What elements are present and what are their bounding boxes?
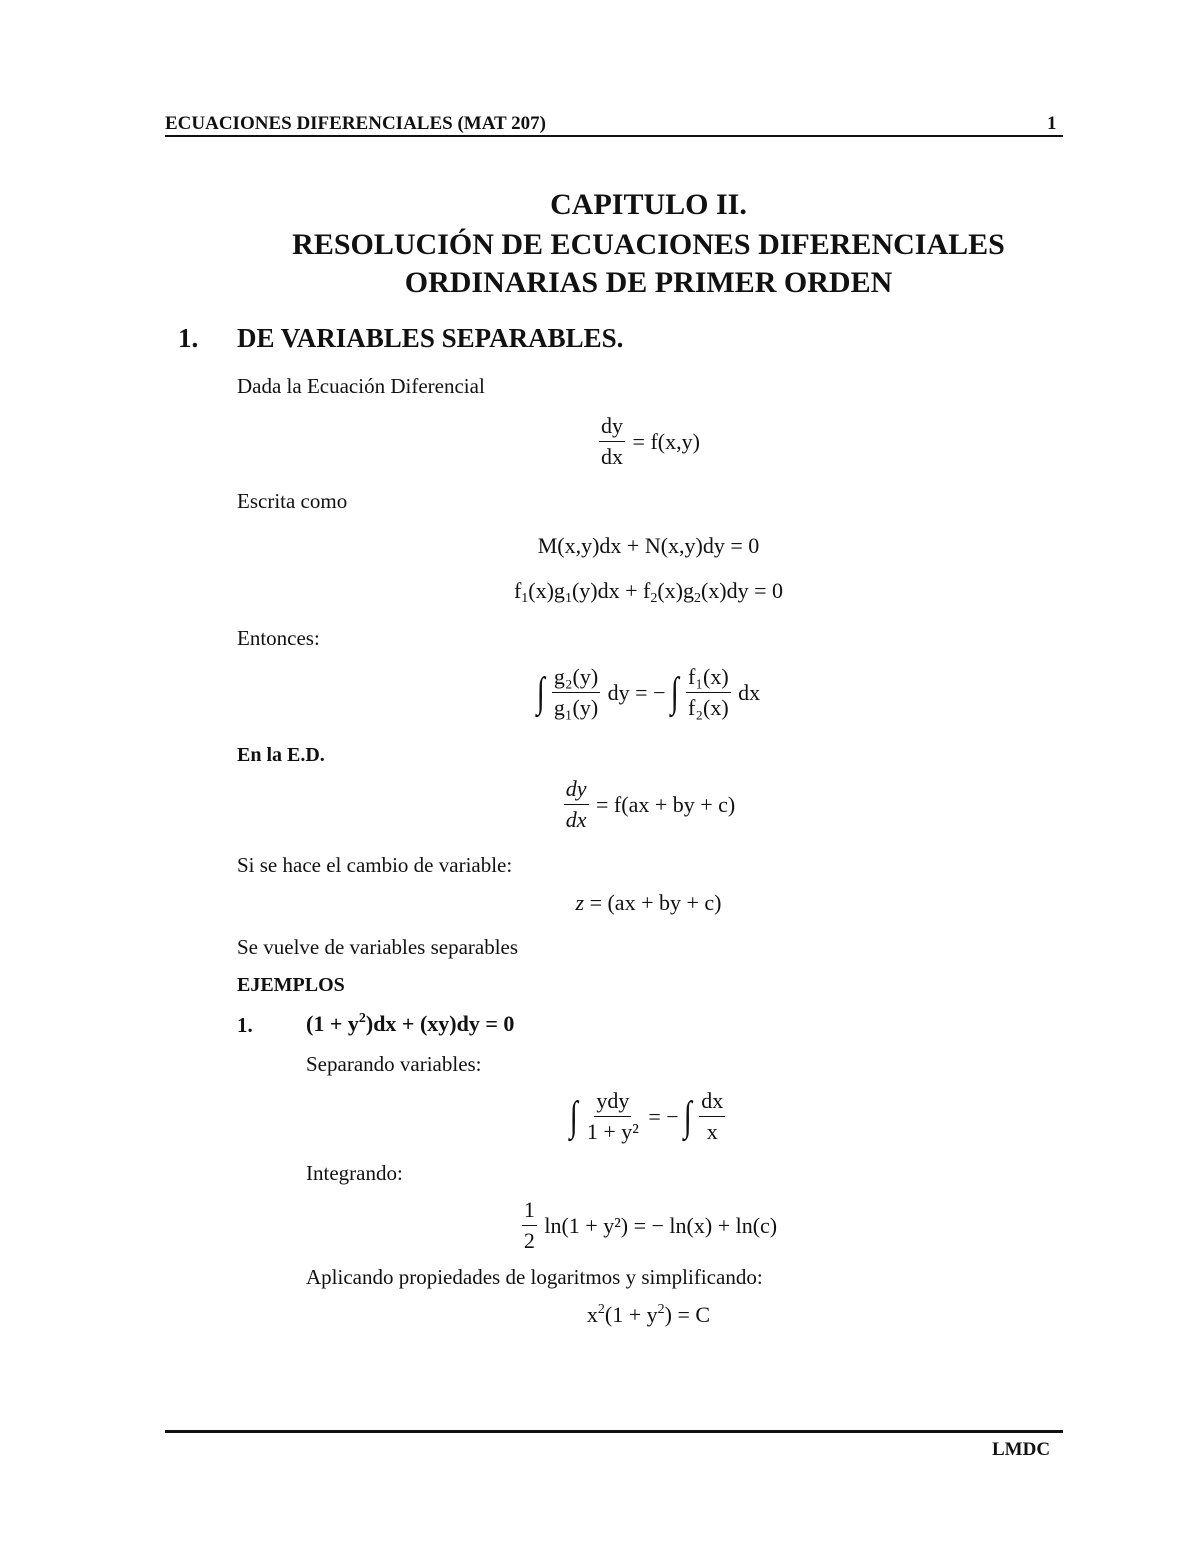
fraction-dy-dx-italic: $\frac{dy}{dx}$ bbox=[565, 776, 587, 832]
equation-separated-integrals: ∫ $\frac{\text{g₂(y)}}{\text{g₁(y)}}$ dy = − ∫ $\frac{\text{f₁(x)}}{\text{f₂(x)}}$ dx bbox=[536, 664, 761, 720]
entonces-text: Entonces: bbox=[237, 626, 320, 650]
chapter-subtitle-line1: RESOLUCIÓN DE ECUACIONES DIFERENCIALES bbox=[292, 228, 1005, 261]
equation-dy-dx: $\frac{dy}{dx}$ = f(x,y) bbox=[601, 413, 700, 469]
running-header-title: ECUACIONES DIFERENCIALES (MAT 207) bbox=[165, 113, 546, 134]
separando-text: Separando variables: bbox=[306, 1052, 482, 1076]
equation-linear-argument: $\frac{dy}{dx}$ = f(ax + by + c) bbox=[565, 776, 736, 832]
example-integrated-equation: $\frac{1}{2}$ ln(1 + y²) = − ln(x) + ln(c) bbox=[523, 1197, 778, 1253]
footer-rule bbox=[165, 1430, 1063, 1433]
fraction-f1-f2: $\frac{\text{f₁(x)}}{\text{f₂(x)}}$ bbox=[688, 664, 729, 720]
header-rule bbox=[165, 135, 1063, 137]
footer-initials: LMDC bbox=[992, 1439, 1051, 1460]
example-separated-integrals: ∫ $\frac{\text{ydy}}{\text{1 + y²}}$ = − ∫ $\frac{dx}{x}$ bbox=[569, 1088, 724, 1144]
integrando-text: Integrando: bbox=[306, 1161, 403, 1185]
fraction-one-half: $\frac{1}{2}$ bbox=[523, 1197, 535, 1253]
equation-mn-form: M(x,y)dx + N(x,y)dy = 0 bbox=[537, 533, 760, 558]
integral-sign: ∫ bbox=[670, 669, 679, 716]
fraction-dy-dx: $\frac{dy}{dx}$ bbox=[601, 413, 624, 469]
chapter-subtitle-line2: ORDINARIAS DE PRIMER ORDEN bbox=[404, 266, 893, 299]
en-la-ed-text: En la E.D. bbox=[237, 744, 325, 766]
fraction-ydy: $\frac{\text{ydy}}{\text{1 + y²}}$ bbox=[586, 1088, 639, 1144]
equation-substitution: z = (ax + by + c) bbox=[575, 890, 722, 915]
intro-text: Dada la Ecuación Diferencial bbox=[237, 374, 485, 398]
equation-factored-form: $f_1(x)g_1(y)dx + f_2(x)g_2(x)dy = 0$ bbox=[513, 578, 784, 606]
chapter-title: CAPITULO II. bbox=[550, 188, 747, 221]
example-final-solution: $x^2(1 + y^2) = C$ bbox=[586, 1302, 711, 1327]
vuelve-text: Se vuelve de variables separables bbox=[237, 935, 519, 959]
integral-sign: ∫ bbox=[569, 1093, 578, 1140]
aplicando-text: Aplicando propiedades de logaritmos y simplificando: bbox=[306, 1265, 763, 1289]
integral-sign: ∫ bbox=[683, 1093, 692, 1140]
ejemplos-heading: EJEMPLOS bbox=[237, 974, 345, 996]
page-number: 1 bbox=[1047, 113, 1057, 134]
fraction-dx-x: $\frac{dx}{x}$ bbox=[701, 1088, 724, 1144]
fraction-g2-g1: $\frac{\text{g₂(y)}}{\text{g₁(y)}}$ bbox=[553, 664, 599, 720]
integral-sign: ∫ bbox=[536, 669, 545, 716]
escrita-text: Escrita como bbox=[237, 489, 348, 513]
example-equation: $(1 + y^2)dx + (xy)dy = 0$ bbox=[306, 1011, 515, 1036]
section-title: DE VARIABLES SEPARABLES. bbox=[237, 323, 624, 353]
section-number: 1. bbox=[178, 323, 199, 353]
cambio-text: Si se hace el cambio de variable: bbox=[237, 853, 513, 877]
example-number: 1. bbox=[237, 1013, 253, 1037]
